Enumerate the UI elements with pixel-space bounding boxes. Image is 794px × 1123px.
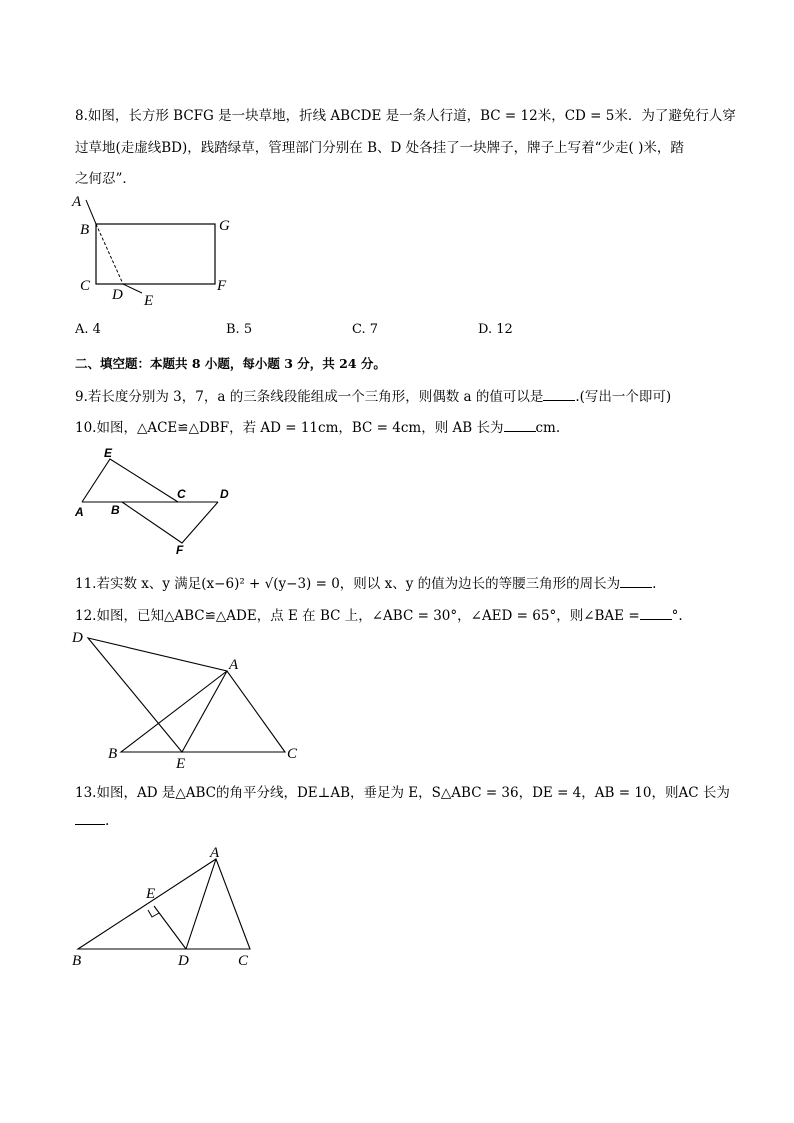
q13-figure	[70, 842, 270, 970]
q10-text	[75, 416, 560, 436]
q12-label-D: D	[72, 630, 83, 646]
q10-label-E: E	[104, 446, 113, 460]
q11-text	[75, 572, 656, 592]
q11-before: 11.若实数 x、y 满足(x−6)² + √(y−3) = 0，则以 x、y 的值为边长的等腰三角形的周长为	[75, 576, 621, 592]
q12-before: 12.如图，已知△ABC≌△ADE，点 E 在 BC 上，∠ABC = 30°，∠AED = 65°，则∠BAE =	[75, 608, 640, 624]
q13-label-C: C	[238, 953, 249, 969]
q13-text-line1: 13.如图，AD 是△ABC的角平分线，DE⊥AB，垂足为 E，S△ABC = 36，DE = 4，AB = 10，则AC 长为	[75, 785, 730, 801]
q12-figure	[70, 628, 310, 773]
q13-bisector-AD	[186, 859, 216, 949]
q8-label-E: E	[144, 293, 154, 309]
q13-label-B: B	[72, 953, 82, 969]
q10-answer-blank	[504, 419, 536, 432]
q12-label-B: B	[108, 746, 118, 762]
q8-text-line2: 过草地(走虚线BD)，践踏绿草，管理部门分别在 B、D 处各挂了一块牌子，牌子上写着“少走( )米，踏	[75, 140, 684, 156]
q12-answer-blank	[640, 607, 672, 620]
q13-label-E: E	[146, 886, 156, 902]
section-2-title: 二、填空题：本题共 8 小题，每小题 3 分，共 24 分。	[75, 356, 386, 371]
q10-before: 10.如图，△ACE≌△DBF，若 AD = 11cm，BC = 4cm，则 AB 长为	[75, 420, 504, 436]
q9-before: 9.若长度分别为 3，7，a 的三条线段能组成一个三角形，则偶数 a 的值可以是	[75, 389, 544, 405]
q12-label-A: A	[229, 657, 239, 673]
q8-label-A: A	[72, 194, 82, 210]
q10-label-F: F	[176, 543, 184, 557]
q8-text-line1: 8.如图，长方形 BCFG 是一块草地，折线 ABCDE 是一条人行道，BC = 12米，CD = 5米．为了避免行人穿	[75, 108, 736, 124]
q8-label-C: C	[80, 278, 91, 294]
q10-figure	[70, 444, 250, 562]
q10-label-D: D	[220, 487, 229, 501]
q8-label-D: D	[112, 287, 123, 303]
q13-text-line2	[75, 812, 109, 829]
q13-perpendicular-DE	[154, 906, 186, 949]
q11-after: .	[652, 576, 657, 592]
q10-triangle-ACE	[82, 459, 178, 502]
q10-triangle-DBF	[122, 502, 218, 543]
q10-after: cm.	[535, 420, 561, 436]
q8-rectangle-BCFG	[96, 224, 215, 284]
q9-text	[75, 385, 671, 405]
q8-segment-DE	[123, 284, 142, 293]
q13-label-A: A	[210, 845, 220, 861]
q8-text-line3: 之何忍”．	[75, 171, 136, 187]
q8-label-G: G	[219, 218, 230, 234]
q10-label-B: B	[111, 503, 120, 517]
q8-dashed-BD	[96, 224, 123, 284]
q12-label-C: C	[287, 746, 298, 762]
q8-option-a: A. 4	[75, 322, 101, 337]
q11-answer-blank	[620, 575, 652, 588]
q8-option-c: C. 7	[352, 322, 379, 337]
q13-triangle-ABC	[78, 859, 250, 949]
q12-after: °.	[671, 608, 683, 624]
q8-segment-AB	[86, 200, 96, 224]
q12-label-E: E	[176, 756, 186, 772]
q8-option-b: B. 5	[226, 322, 253, 337]
q8-option-d: D. 12	[478, 322, 513, 337]
q9-after: .(写出一个即可)	[575, 389, 672, 405]
q10-label-C: C	[177, 487, 186, 501]
q8-label-F: F	[217, 278, 227, 294]
q8-figure	[70, 192, 250, 312]
q12-triangle-ABC	[121, 671, 285, 752]
q13-answer-blank	[75, 812, 105, 825]
q13-label-D: D	[178, 953, 189, 969]
q12-triangle-ADE	[88, 638, 227, 752]
q8-label-B: B	[80, 222, 90, 238]
q10-label-A: A	[75, 505, 84, 519]
q13-after: .	[105, 813, 110, 829]
q12-text	[75, 604, 683, 624]
q9-answer-blank	[543, 388, 575, 401]
